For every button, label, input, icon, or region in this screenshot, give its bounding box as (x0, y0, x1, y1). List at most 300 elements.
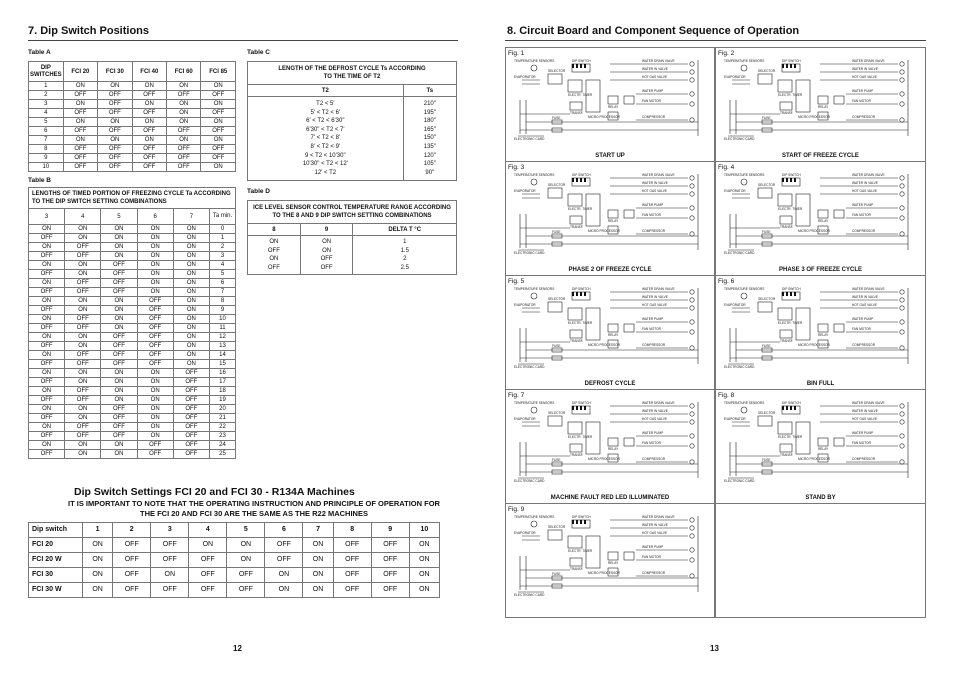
table-row (29, 154, 236, 163)
table-cell: 11 (210, 324, 236, 333)
table-cell: OFF (29, 378, 65, 387)
label-electronic-card: ELECTRONIC CARD (514, 137, 545, 140)
settings-header-cell: 9 (371, 523, 409, 538)
label-electric-timer: ELECTR. TIMER (778, 207, 803, 211)
figure-label: Fig. 6 (718, 278, 735, 285)
label-temperature-sensors: TEMPERATURE SENSORS (514, 515, 555, 519)
label-hot-gas-valve: HOT GAS VALVE (642, 75, 667, 79)
label-fuse: FUSE (552, 116, 561, 120)
table-cell: ON (98, 118, 132, 127)
label-water-pump: WATER PUMP (642, 317, 664, 321)
table-cell: ON (173, 252, 209, 261)
label-dip-switch: DIP SWITCH (782, 287, 801, 291)
settings-header-cell: 1 (83, 523, 113, 538)
label-compressor: COMPRESSOR (852, 457, 876, 461)
label-electric-timer: ELECTR. TIMER (568, 207, 593, 211)
selector-symbol (548, 530, 562, 540)
table-cell: ON (173, 306, 209, 315)
table-cell: OFF (29, 324, 65, 333)
table-row (29, 378, 236, 387)
table-cell: ON (83, 553, 113, 568)
table-cell: FCI 20 (29, 538, 83, 553)
table-cell: OFF (173, 432, 209, 441)
table-cell: ON (63, 100, 97, 109)
table-cell: 8' < T2 < 9' (310, 143, 341, 150)
table-cell: ON (29, 333, 65, 342)
table-b-header-cell: 6 (137, 209, 173, 225)
label-compressor: COMPRESSOR (852, 229, 876, 233)
table-c-ts-column (403, 97, 456, 181)
table-cell: OFF (29, 396, 65, 405)
table-cell: OFF (29, 270, 65, 279)
table-cell: OFF (173, 387, 209, 396)
settings-title: Dip Switch Settings FCI 20 and FCI 30 - R134A Machines (74, 486, 355, 498)
evaporator-symbol (732, 194, 750, 198)
table-cell: 105" (423, 161, 436, 168)
label-selector: SELECTOR (548, 297, 566, 301)
label-evaporator: EVAPORATOR (724, 417, 746, 421)
relay-symbol (608, 96, 618, 104)
label-temperature-sensors: TEMPERATURE SENSORS (724, 59, 765, 63)
table-cell: ON (65, 378, 101, 387)
table-cell: OFF (173, 405, 209, 414)
label-compressor: COMPRESSOR (642, 457, 666, 461)
table-row (29, 360, 236, 369)
figure-caption: MACHINE FAULT RED LED ILLUMINATED (550, 495, 670, 501)
table-b-heading: LENGTHS OF TIMED PORTION OF FREEZING CYCLE Ta ACCORDING TO THE DIP SWITCH SETTING COMBINATIONS (29, 188, 236, 209)
table-row (29, 387, 236, 396)
table-cell: 9 (29, 154, 64, 163)
label-water-pump: WATER PUMP (852, 89, 874, 93)
table-cell: 2 (29, 91, 64, 100)
label-compressor: COMPRESSOR (852, 343, 876, 347)
label-compressor: COMPRESSOR (642, 229, 666, 233)
transformer-symbol (780, 444, 792, 452)
label-fan-motor: FAN MOTOR (642, 99, 661, 103)
table-cell: ON (201, 100, 236, 109)
table-cell: ON (151, 568, 189, 583)
table-row (29, 288, 236, 297)
table-cell: ON (137, 252, 173, 261)
table-cell: OFF (65, 387, 101, 396)
table-cell: OFF (265, 538, 303, 553)
table-cell: 7' < T2 < 8' (310, 135, 341, 142)
label-dip-switch: DIP SWITCH (782, 173, 801, 177)
table-cell: OFF (65, 252, 101, 261)
table-cell: OFF (98, 127, 132, 136)
label-evaporator: EVAPORATOR (724, 75, 746, 79)
table-cell: OFF (167, 127, 201, 136)
table-cell: ON (98, 136, 132, 145)
table-cell: OFF (151, 538, 189, 553)
label-relay: RELAY (818, 105, 829, 109)
table-cell: 23 (210, 432, 236, 441)
label-temperature-sensors: TEMPERATURE SENSORS (724, 401, 765, 405)
table-cell: OFF (333, 538, 371, 553)
label-water-in-valve: WATER IN VALVE (852, 67, 878, 71)
label-water-drain-valve: WATER DRAIN VALVE (642, 401, 675, 405)
table-cell: ON (137, 414, 173, 423)
table-cell: OFF (101, 423, 137, 432)
label-dip-switch: DIP SWITCH (572, 287, 591, 291)
label-evaporator: EVAPORATOR (514, 75, 536, 79)
label-transformer: TRANSF. (570, 111, 584, 115)
settings-header-cell: 10 (409, 523, 439, 538)
table-cell: 21 (210, 414, 236, 423)
table-cell: 4 (210, 261, 236, 270)
label-transformer: TRANSF. (570, 567, 584, 571)
label-selector: SELECTOR (758, 69, 776, 73)
label-temperature-sensors: TEMPERATURE SENSORS (514, 173, 555, 177)
table-cell: 1 (403, 239, 407, 245)
table-b-header-cell: 7 (173, 209, 209, 225)
table-cell: 120" (423, 152, 436, 159)
transformer-symbol (780, 330, 792, 338)
table-cell: ON (322, 239, 332, 245)
table-row (29, 315, 236, 324)
temperature-sensor-symbol (741, 407, 747, 413)
label-electronic-card: ELECTRONIC CARD (724, 365, 755, 368)
label-transformer: TRANSF. (780, 339, 794, 343)
label-temperature-sensors: TEMPERATURE SENSORS (514, 401, 555, 405)
table-cell: ON (137, 270, 173, 279)
figure-caption: PHASE 3 OF FREEZE CYCLE (778, 267, 862, 273)
table-cell: 15 (210, 360, 236, 369)
label-fuse: FUSE (552, 572, 561, 576)
mains-wiring (520, 288, 698, 364)
table-row (29, 306, 236, 315)
table-cell: OFF (63, 145, 97, 154)
table-cell: ON (101, 252, 137, 261)
evaporator-symbol (732, 80, 750, 84)
label-micro-processor: MICRO PROCESSOR (588, 343, 620, 347)
table-cell: OFF (201, 154, 236, 163)
table-cell: 0 (210, 225, 236, 234)
label-electronic-card: ELECTRONIC CARD (724, 479, 755, 482)
table-row (248, 97, 457, 181)
table-d-column (353, 236, 457, 275)
table-cell: ON (227, 538, 265, 553)
table-cell: 7 (210, 288, 236, 297)
table-cell: ON (101, 306, 137, 315)
label-electric-timer: ELECTR. TIMER (568, 93, 593, 97)
label-electronic-card: ELECTRONIC CARD (514, 365, 545, 368)
table-cell: ON (167, 118, 201, 127)
table-cell: OFF (132, 109, 166, 118)
table-cell: OFF (371, 568, 409, 583)
table-cell: ON (409, 583, 439, 598)
table-a-header-cell: FCI 60 (167, 62, 201, 82)
label-selector: SELECTOR (758, 411, 776, 415)
table-row (29, 91, 236, 100)
table-cell: ON (322, 247, 332, 254)
electric-timer-symbol (568, 80, 582, 92)
table-cell: ON (65, 297, 101, 306)
table-cell: OFF (101, 351, 137, 360)
figure-caption: BIN FULL (806, 381, 835, 387)
table-cell: ON (63, 82, 97, 91)
table-cell: ON (173, 351, 209, 360)
table-cell: ON (132, 82, 166, 91)
table-c-header-cell: T2 (248, 85, 404, 97)
table-cell: ON (63, 118, 97, 127)
table-cell: 17 (210, 378, 236, 387)
label-relay: RELAY (608, 105, 619, 109)
table-cell: 6'30" < T2 < 7' (306, 126, 345, 133)
label-fan-motor: FAN MOTOR (642, 441, 661, 445)
table-a-header-row (29, 62, 236, 82)
label-selector: SELECTOR (548, 69, 566, 73)
table-cell: OFF (132, 145, 166, 154)
table-a-label: Table A (28, 49, 51, 56)
table-cell: OFF (29, 414, 65, 423)
table-cell: ON (137, 387, 173, 396)
table-cell: ON (132, 100, 166, 109)
table-cell: OFF (101, 270, 137, 279)
label-micro-processor: MICRO PROCESSOR (798, 229, 830, 233)
table-cell: 2 (403, 256, 407, 263)
table-cell: ON (29, 261, 65, 270)
electric-timer-symbol (568, 536, 582, 548)
table-cell: OFF (101, 288, 137, 297)
table-cell: OFF (65, 432, 101, 441)
table-row (29, 234, 236, 243)
table-b-header-cell: Ta min. (210, 209, 236, 225)
label-hot-gas-valve: HOT GAS VALVE (642, 417, 667, 421)
table-cell: ON (101, 378, 137, 387)
table-cell: 5 (210, 270, 236, 279)
table-cell: OFF (137, 441, 173, 450)
table-cell: OFF (137, 324, 173, 333)
table-cell: ON (29, 243, 65, 252)
table-cell: 24 (210, 441, 236, 450)
table-cell: OFF (63, 154, 97, 163)
settings-subtitle: IT IS IMPORTANT TO NOTE THAT THE OPERATING INSTRUCTION AND PRINCIPLE OF OPERATION FOR THE FCI 20 AND FCI 30 ARE THE SAME AS THE R22 MACHINES (68, 499, 440, 518)
table-cell: ON (173, 288, 209, 297)
table-cell: ON (137, 288, 173, 297)
table-cell: ON (201, 118, 236, 127)
label-electric-timer: ELECTR. TIMER (568, 321, 593, 325)
electric-timer-symbol (568, 308, 582, 320)
label-water-in-valve: WATER IN VALVE (642, 409, 668, 413)
table-row (29, 405, 236, 414)
table-c (247, 61, 457, 181)
table-cell: OFF (201, 91, 236, 100)
transformer-symbol (780, 216, 792, 224)
label-hot-gas-valve: HOT GAS VALVE (852, 75, 877, 79)
table-row (29, 261, 236, 270)
table-cell: ON (227, 553, 265, 568)
transformer-symbol (570, 558, 582, 566)
table-cell: OFF (137, 360, 173, 369)
selector-symbol (548, 74, 562, 84)
label-water-in-valve: WATER IN VALVE (852, 295, 878, 299)
label-compressor: COMPRESSOR (642, 343, 666, 347)
table-cell: 10 (210, 315, 236, 324)
page-number-right: 13 (710, 644, 719, 653)
table-cell: OFF (65, 279, 101, 288)
table-cell: ON (409, 568, 439, 583)
label-fuse: FUSE (762, 344, 771, 348)
figure-4 (715, 161, 926, 276)
table-cell: OFF (65, 351, 101, 360)
label-relay: RELAY (608, 447, 619, 451)
table-cell: ON (303, 583, 333, 598)
label-hot-gas-valve: HOT GAS VALVE (642, 189, 667, 193)
table-cell: ON (65, 414, 101, 423)
mains-wiring (520, 174, 698, 250)
table-cell: ON (137, 378, 173, 387)
table-cell: 6 (210, 279, 236, 288)
electric-timer-symbol (568, 194, 582, 206)
table-cell: 2.5 (400, 264, 409, 271)
table-cell: 8 (29, 145, 64, 154)
table-cell: ON (83, 583, 113, 598)
table-cell: ON (65, 270, 101, 279)
table-cell: OFF (113, 553, 151, 568)
label-water-drain-valve: WATER DRAIN VALVE (852, 173, 885, 177)
temperature-sensor-symbol (741, 65, 747, 71)
label-selector: SELECTOR (548, 183, 566, 187)
table-cell: OFF (132, 127, 166, 136)
table-cell: ON (167, 82, 201, 91)
table-cell: ON (101, 315, 137, 324)
label-compressor: COMPRESSOR (642, 115, 666, 119)
table-row (29, 109, 236, 118)
table-cell: ON (265, 583, 303, 598)
settings-header-cell: 3 (151, 523, 189, 538)
table-a (28, 61, 236, 172)
mains-wiring (730, 60, 908, 136)
table-cell: OFF (151, 553, 189, 568)
label-fuse: FUSE (552, 344, 561, 348)
table-cell: ON (137, 261, 173, 270)
table-cell: ON (189, 538, 227, 553)
selector-symbol (758, 302, 772, 312)
label-fuse: FUSE (762, 116, 771, 120)
table-cell: OFF (29, 252, 65, 261)
table-cell: ON (167, 109, 201, 118)
table-cell: 20 (210, 405, 236, 414)
table-cell: OFF (371, 583, 409, 598)
table-cell: ON (173, 270, 209, 279)
temperature-sensor-symbol (741, 293, 747, 299)
label-dip-switch: DIP SWITCH (572, 515, 591, 519)
electric-timer-symbol (568, 422, 582, 434)
label-water-drain-valve: WATER DRAIN VALVE (852, 59, 885, 63)
label-fan-motor: FAN MOTOR (852, 441, 871, 445)
table-b-header-cell: 4 (65, 209, 101, 225)
label-evaporator: EVAPORATOR (514, 531, 536, 535)
label-water-in-valve: WATER IN VALVE (852, 409, 878, 413)
table-cell: OFF (167, 145, 201, 154)
label-micro-processor: MICRO PROCESSOR (798, 115, 830, 119)
table-row (29, 163, 236, 172)
table-cell: OFF (173, 378, 209, 387)
table-cell: OFF (189, 568, 227, 583)
table-cell: T2 < 5' (316, 101, 335, 107)
table-cell: OFF (173, 441, 209, 450)
settings-header-cell: 7 (303, 523, 333, 538)
table-cell: ON (83, 538, 113, 553)
label-electronic-card: ELECTRONIC CARD (724, 137, 755, 140)
table-cell: ON (137, 225, 173, 234)
circuit-diagram (722, 286, 918, 368)
table-cell: ON (63, 136, 97, 145)
table-cell: ON (167, 100, 201, 109)
table-row (29, 324, 236, 333)
label-water-pump: WATER PUMP (642, 89, 664, 93)
table-cell: 10'30" < T2 < 12' (302, 161, 348, 168)
circuit-diagram (512, 286, 708, 368)
table-row (29, 252, 236, 261)
table-cell: ON (65, 405, 101, 414)
relay-symbol (818, 324, 828, 332)
label-selector: SELECTOR (758, 183, 776, 187)
figure-label: Fig. 1 (508, 50, 525, 57)
mains-wiring (520, 402, 698, 478)
label-fan-motor: FAN MOTOR (642, 555, 661, 559)
selector-symbol (548, 188, 562, 198)
table-cell: ON (137, 405, 173, 414)
table-cell: OFF (63, 127, 97, 136)
table-cell: OFF (137, 315, 173, 324)
table-cell: ON (137, 432, 173, 441)
table-cell: OFF (173, 423, 209, 432)
label-relay: RELAY (818, 447, 829, 451)
table-cell: OFF (137, 333, 173, 342)
table-row (29, 225, 236, 234)
label-hot-gas-valve: HOT GAS VALVE (852, 189, 877, 193)
label-fuse: FUSE (762, 458, 771, 462)
table-d-heading: ICE LEVEL SENSOR CONTROL TEMPERATURE RANGE ACCORDING TO THE 8 AND 9 DIP SWITCH SETTING COMBINATIONS (248, 201, 457, 224)
table-cell: OFF (65, 423, 101, 432)
label-evaporator: EVAPORATOR (514, 303, 536, 307)
table-cell: ON (173, 297, 209, 306)
settings-header-cell: 4 (189, 523, 227, 538)
label-micro-processor: MICRO PROCESSOR (798, 343, 830, 347)
temperature-sensor-symbol (531, 179, 537, 185)
table-cell: OFF (189, 583, 227, 598)
table-cell: 9 < T2 < 10'30" (305, 152, 346, 159)
selector-symbol (548, 416, 562, 426)
figure-caption: PHASE 2 OF FREEZE CYCLE (568, 267, 652, 273)
evaporator-symbol (522, 80, 540, 84)
table-row (29, 583, 440, 598)
table-cell: OFF (137, 297, 173, 306)
table-cell: ON (29, 297, 65, 306)
table-d-header-cell: DELTA T °C (353, 224, 457, 236)
mains-wiring (520, 60, 698, 136)
mains-wiring (730, 402, 908, 478)
label-water-in-valve: WATER IN VALVE (642, 67, 668, 71)
electric-timer-symbol (778, 80, 792, 92)
table-cell: OFF (173, 414, 209, 423)
figure-caption: START UP (595, 153, 625, 159)
table-cell: ON (65, 234, 101, 243)
table-cell: 90" (425, 169, 435, 176)
label-micro-processor: MICRO PROCESSOR (588, 229, 620, 233)
label-evaporator: EVAPORATOR (724, 303, 746, 307)
table-c-header-cell: Ts (403, 85, 456, 97)
table-cell: 25 (210, 450, 236, 459)
label-water-in-valve: WATER IN VALVE (852, 181, 878, 185)
settings-header-cell: 5 (227, 523, 265, 538)
table-cell: ON (29, 279, 65, 288)
table-cell: 5' < T2 < 6' (310, 109, 341, 116)
figure-label: Fig. 8 (718, 392, 735, 399)
temperature-sensor-symbol (741, 179, 747, 185)
